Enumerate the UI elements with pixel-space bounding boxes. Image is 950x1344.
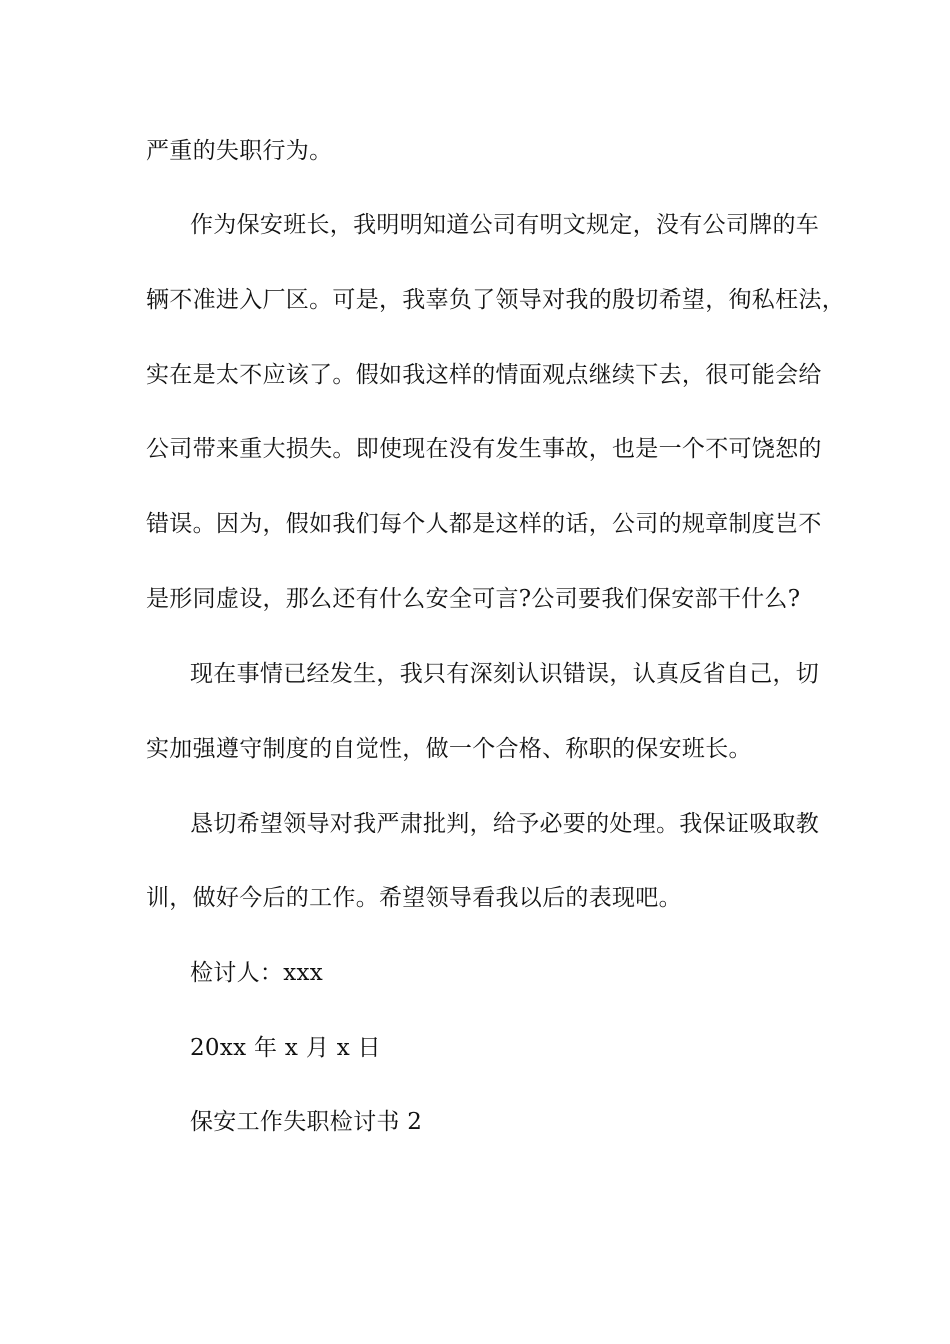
paragraph-line: 现在事情已经发生，我只有深刻认识错误，认真反省自己，切 — [190, 661, 820, 687]
paragraph-line: 恳切希望领导对我严肃批判，给予必要的处理。我保证吸取教 — [190, 811, 820, 837]
paragraph-line: 错误。因为，假如我们每个人都是这样的话，公司的规章制度岂不 — [146, 511, 822, 537]
paragraph-line: 辆不准进入厂区。可是，我辜负了领导对我的殷切希望，徇私枉法， — [146, 287, 845, 313]
paragraph-line: 严重的失职行为。 — [146, 138, 333, 164]
paragraph-line: 实在是太不应该了。假如我这样的情面观点继续下去，很可能会给 — [146, 362, 822, 388]
signature-line: 检讨人：xxx — [190, 960, 324, 986]
paragraph-line: 是形同虚设，那么还有什么安全可言?公司要我们保安部干什么? — [146, 586, 801, 612]
paragraph-line: 公司带来重大损失。即使现在没有发生事故，也是一个不可饶恕的 — [146, 436, 822, 462]
paragraph-line: 训，做好今后的工作。希望领导看我以后的表现吧。 — [146, 885, 682, 911]
date-line: 20xx 年 x 月 x 日 — [190, 1035, 381, 1061]
paragraph-line: 实加强遵守制度的自觉性，做一个合格、称职的保安班长。 — [146, 736, 752, 762]
section-heading: 保安工作失职检讨书 2 — [190, 1109, 423, 1135]
paragraph-line: 作为保安班长，我明明知道公司有明文规定，没有公司牌的车 — [190, 212, 820, 238]
